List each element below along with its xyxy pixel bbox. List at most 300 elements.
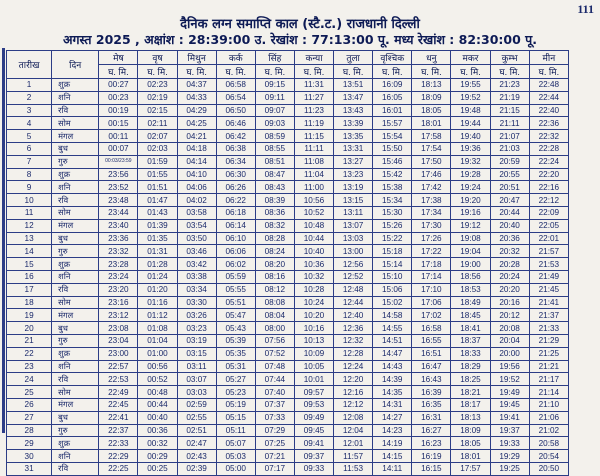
time-cell: 03:30 — [177, 296, 216, 309]
time-cell: 16:47 — [412, 360, 451, 373]
time-cell: 16:15 — [412, 462, 451, 475]
time-cell: 22:45 — [99, 398, 138, 411]
time-cell: 19:25 — [490, 462, 529, 475]
time-cell: 14:55 — [373, 322, 412, 335]
time-cell: 11:15 — [294, 130, 333, 143]
unit-header: घ. मि. — [412, 65, 451, 79]
time-cell: 22:29 — [99, 450, 138, 463]
time-cell: 21:02 — [529, 424, 568, 437]
time-cell: 14:39 — [373, 373, 412, 386]
time-cell: 12:56 — [334, 258, 373, 271]
time-cell: 21:49 — [529, 270, 568, 283]
time-cell: 04:02 — [177, 194, 216, 207]
time-cell: 06:54 — [216, 91, 255, 104]
time-cell: 19:24 — [451, 181, 490, 194]
sign-header: वृश्चिक — [373, 51, 412, 65]
time-cell: 04:25 — [177, 117, 216, 130]
time-cell: 13:51 — [334, 79, 373, 92]
date-cell: 12 — [7, 219, 52, 232]
time-cell: 03:50 — [177, 232, 216, 245]
day-cell: शनि — [52, 450, 99, 463]
unit-header: घ. मि. — [99, 65, 138, 79]
time-cell: 10:36 — [294, 258, 333, 271]
time-cell: 13:07 — [334, 219, 373, 232]
time-cell: 09:03 — [255, 117, 294, 130]
time-cell: 05:03 — [216, 450, 255, 463]
time-cell: 20:32 — [490, 245, 529, 258]
time-cell: 20:44 — [490, 206, 529, 219]
day-cell: मंगल — [52, 219, 99, 232]
table-row — [7, 194, 569, 207]
time-cell: 01:51 — [138, 181, 177, 194]
time-cell: 19:45 — [490, 398, 529, 411]
table-row — [7, 347, 569, 360]
time-cell: 23:48 — [99, 194, 138, 207]
time-cell: 23:44 — [99, 206, 138, 219]
time-cell: 20:16 — [490, 296, 529, 309]
time-cell: 01:28 — [138, 258, 177, 271]
time-cell: 20:04 — [490, 334, 529, 347]
header-row — [7, 51, 569, 65]
time-cell: 02:47 — [177, 437, 216, 450]
time-cell: 22:32 — [529, 130, 568, 143]
table-row — [7, 155, 569, 168]
time-cell: 04:10 — [177, 168, 216, 181]
time-cell: 15:50 — [373, 142, 412, 155]
table-row — [7, 360, 569, 373]
time-cell: 03:23 — [177, 322, 216, 335]
time-cell: 19:52 — [451, 91, 490, 104]
time-cell: 11:04 — [294, 168, 333, 181]
time-cell: 12:24 — [334, 360, 373, 373]
table-row — [7, 130, 569, 143]
time-cell: 04:18 — [177, 142, 216, 155]
time-cell: 05:35 — [216, 347, 255, 360]
date-cell: 17 — [7, 283, 52, 296]
time-cell: 09:33 — [294, 462, 333, 475]
time-cell: 10:48 — [294, 219, 333, 232]
time-cell: 01:04 — [138, 334, 177, 347]
time-cell: 15:26 — [373, 219, 412, 232]
time-cell: 18:13 — [451, 411, 490, 424]
time-cell: 19:04 — [451, 245, 490, 258]
date-cell: 1 — [7, 79, 52, 92]
time-cell: 22:05 — [529, 219, 568, 232]
time-cell: 17:22 — [412, 245, 451, 258]
time-cell: 15:38 — [373, 181, 412, 194]
time-cell: 08:51 — [255, 155, 294, 168]
time-cell: 10:28 — [294, 283, 333, 296]
time-cell: 05:07 — [216, 437, 255, 450]
time-cell: 06:34 — [216, 155, 255, 168]
time-cell: 22:37 — [99, 424, 138, 437]
time-cell: 16:19 — [412, 450, 451, 463]
time-cell: 05:31 — [216, 360, 255, 373]
time-cell: 10:32 — [294, 270, 333, 283]
date-cell: 29 — [7, 437, 52, 450]
time-cell: 15:54 — [373, 130, 412, 143]
time-cell: 02:55 — [177, 411, 216, 424]
time-cell: 11:11 — [294, 142, 333, 155]
date-cell: 13 — [7, 232, 52, 245]
time-cell: 17:30 — [412, 219, 451, 232]
time-cell: 06:50 — [216, 104, 255, 117]
time-cell: 14:31 — [373, 398, 412, 411]
sign-header: मीन — [529, 51, 568, 65]
time-cell: 20:08 — [490, 322, 529, 335]
time-cell: 19:08 — [451, 232, 490, 245]
time-cell: 06:22 — [216, 194, 255, 207]
time-cell: 18:01 — [451, 450, 490, 463]
day-cell: बुध — [52, 411, 99, 424]
time-cell: 15:46 — [373, 155, 412, 168]
time-cell: 22:28 — [529, 142, 568, 155]
time-cell: 15:06 — [373, 283, 412, 296]
time-cell: 17:26 — [412, 232, 451, 245]
time-cell: 00:52 — [138, 373, 177, 386]
time-cell: 17:57 — [451, 462, 490, 475]
day-cell: शुक्र — [52, 437, 99, 450]
time-cell: 20:47 — [490, 194, 529, 207]
table-row — [7, 398, 569, 411]
time-cell: 03:34 — [177, 283, 216, 296]
time-cell: 19:32 — [451, 155, 490, 168]
time-cell: 15:10 — [373, 270, 412, 283]
page-subtitle: अगस्त 2025 , अक्षांश : 28:39:00 उ. रेखांश : 77:13:00 पू. मध्य रेखांश : 82:30:00 पू. — [62, 32, 538, 47]
time-cell: 13:03 — [334, 232, 373, 245]
time-cell: 21:25 — [529, 347, 568, 360]
time-cell: 22:41 — [99, 411, 138, 424]
time-cell: 10:40 — [294, 245, 333, 258]
time-cell: 08:59 — [255, 130, 294, 143]
time-cell: 00:36 — [138, 424, 177, 437]
time-cell: 12:32 — [334, 334, 373, 347]
time-cell: 21:53 — [529, 258, 568, 271]
time-cell: 03:15 — [177, 347, 216, 360]
time-cell: 18:13 — [412, 79, 451, 92]
table-row — [7, 411, 569, 424]
time-cell: 18:45 — [451, 309, 490, 322]
time-cell: 23:00 — [99, 347, 138, 360]
time-cell: 17:02 — [412, 309, 451, 322]
table-row — [7, 322, 569, 335]
time-cell: 09:15 — [255, 79, 294, 92]
time-cell: 07:21 — [255, 450, 294, 463]
time-cell: 08:39 — [255, 194, 294, 207]
unit-header: घ. मि. — [529, 65, 568, 79]
time-cell: 23:52 — [99, 181, 138, 194]
time-cell: 13:47 — [334, 91, 373, 104]
time-cell: 00:48 — [138, 386, 177, 399]
time-cell: 05:00 — [216, 462, 255, 475]
date-cell: 7 — [7, 155, 52, 168]
time-cell: 08:55 — [255, 142, 294, 155]
time-cell: 01:59 — [138, 155, 177, 168]
time-cell: 10:16 — [294, 322, 333, 335]
time-cell: 20:20 — [490, 283, 529, 296]
date-cell: 2 — [7, 91, 52, 104]
time-cell: 21:29 — [529, 334, 568, 347]
time-cell: 06:38 — [216, 142, 255, 155]
time-cell: 01:24 — [138, 270, 177, 283]
time-cell: 01:16 — [138, 296, 177, 309]
time-cell: 17:50 — [412, 155, 451, 168]
day-cell: गुरु — [52, 424, 99, 437]
time-cell: 19:12 — [451, 219, 490, 232]
time-cell: 20:59 — [490, 155, 529, 168]
time-cell: 20:40 — [490, 219, 529, 232]
time-cell: 14:58 — [373, 309, 412, 322]
time-cell: 01:31 — [138, 245, 177, 258]
time-cell: 08:47 — [255, 168, 294, 181]
time-cell: 00:56 — [138, 360, 177, 373]
time-cell: 22:53 — [99, 373, 138, 386]
sign-header: कुम्भ — [490, 51, 529, 65]
time-cell: 00:19 — [99, 104, 138, 117]
time-cell: 03:19 — [177, 334, 216, 347]
time-cell: 05:55 — [216, 283, 255, 296]
table-row — [7, 334, 569, 347]
date-header: तारीख — [7, 51, 52, 79]
day-cell: रवि — [52, 373, 99, 386]
time-cell: 19:37 — [490, 424, 529, 437]
time-cell: 16:39 — [412, 386, 451, 399]
time-cell: 22:24 — [529, 155, 568, 168]
time-cell: 22:48 — [529, 79, 568, 92]
time-cell: 08:20 — [255, 258, 294, 271]
time-cell: 01:47 — [138, 194, 177, 207]
time-cell: 05:39 — [216, 334, 255, 347]
time-cell: 20:58 — [529, 437, 568, 450]
time-cell: 18:05 — [412, 104, 451, 117]
date-cell: 27 — [7, 411, 52, 424]
time-cell: 12:16 — [334, 386, 373, 399]
unit-header: घ. मि. — [138, 65, 177, 79]
time-cell: 10:24 — [294, 296, 333, 309]
table-row — [7, 386, 569, 399]
time-cell: 18:29 — [451, 360, 490, 373]
time-cell: 00:23 — [99, 91, 138, 104]
time-cell: 19:41 — [490, 411, 529, 424]
date-cell: 14 — [7, 245, 52, 258]
time-cell: 18:09 — [412, 91, 451, 104]
time-cell: 02:59 — [177, 398, 216, 411]
table-row — [7, 181, 569, 194]
table-row — [7, 245, 569, 258]
table-row — [7, 91, 569, 104]
time-cell: 06:14 — [216, 219, 255, 232]
time-cell: 21:15 — [490, 104, 529, 117]
date-cell: 15 — [7, 258, 52, 271]
table-row — [7, 462, 569, 475]
time-cell: 00:07 — [99, 142, 138, 155]
day-cell: शुक्र — [52, 258, 99, 271]
time-cell: 13:15 — [334, 194, 373, 207]
time-cell: 02:03 — [138, 142, 177, 155]
time-cell: 00:25 — [138, 462, 177, 475]
time-cell: 21:10 — [529, 398, 568, 411]
unit-header: घ. मि. — [177, 65, 216, 79]
time-cell: 05:11 — [216, 424, 255, 437]
time-cell: 03:26 — [177, 309, 216, 322]
time-cell: 05:47 — [216, 309, 255, 322]
sign-header: सिंह — [255, 51, 294, 65]
time-cell: 14:27 — [373, 411, 412, 424]
time-cell: 11:19 — [294, 117, 333, 130]
date-cell: 22 — [7, 347, 52, 360]
page-number: 111 — [577, 2, 594, 16]
day-cell: गुरु — [52, 245, 99, 258]
time-cell: 18:17 — [451, 398, 490, 411]
time-cell: 22:16 — [529, 181, 568, 194]
time-cell: 20:50 — [529, 462, 568, 475]
time-cell: 19:16 — [451, 206, 490, 219]
date-cell: 25 — [7, 386, 52, 399]
date-cell: 31 — [7, 462, 52, 475]
date-cell: 30 — [7, 450, 52, 463]
time-cell: 16:31 — [412, 411, 451, 424]
time-cell: 19:55 — [451, 79, 490, 92]
time-cell: 05:43 — [216, 322, 255, 335]
time-cell: 00:15 — [99, 117, 138, 130]
time-cell: 08:43 — [255, 181, 294, 194]
day-cell: शनि — [52, 360, 99, 373]
date-cell: 28 — [7, 424, 52, 437]
table-row — [7, 437, 569, 450]
time-cell: 16:01 — [373, 104, 412, 117]
time-cell: 16:55 — [412, 334, 451, 347]
time-cell: 06:42 — [216, 130, 255, 143]
sign-header: तुला — [334, 51, 373, 65]
time-cell: 16:51 — [412, 347, 451, 360]
time-cell: 15:22 — [373, 232, 412, 245]
unit-header: घ. मि. — [373, 65, 412, 79]
time-cell: 22:09 — [529, 206, 568, 219]
time-cell: 10:13 — [294, 334, 333, 347]
day-cell: बुध — [52, 232, 99, 245]
time-cell: 03:03 — [177, 386, 216, 399]
day-cell: मंगल — [52, 130, 99, 143]
table-row — [7, 219, 569, 232]
time-cell: 11:08 — [294, 155, 333, 168]
time-cell: 21:57 — [529, 245, 568, 258]
time-cell: 01:20 — [138, 283, 177, 296]
time-cell: 01:43 — [138, 206, 177, 219]
time-cell: 17:38 — [412, 194, 451, 207]
time-cell: 08:12 — [255, 283, 294, 296]
page-title: दैनिक लग्न समाप्ति काल (स्टै.ट.) राजधानी दिल्ली — [180, 17, 420, 32]
day-cell: मंगल — [52, 309, 99, 322]
time-cell: 05:51 — [216, 296, 255, 309]
time-cell: 20:00 — [490, 347, 529, 360]
time-cell: 12:44 — [334, 296, 373, 309]
time-cell: 00:03/23:59 — [99, 155, 138, 168]
unit-header: घ. मि. — [451, 65, 490, 79]
time-cell: 09:57 — [294, 386, 333, 399]
time-cell: 15:30 — [373, 206, 412, 219]
time-cell: 13:19 — [334, 181, 373, 194]
time-cell: 20:54 — [529, 450, 568, 463]
time-cell: 00:29 — [138, 450, 177, 463]
day-cell: रवि — [52, 462, 99, 475]
time-cell: 04:06 — [177, 181, 216, 194]
time-cell: 04:21 — [177, 130, 216, 143]
time-cell: 14:23 — [373, 424, 412, 437]
time-cell: 20:51 — [490, 181, 529, 194]
time-cell: 19:40 — [451, 130, 490, 143]
time-cell: 19:52 — [490, 373, 529, 386]
time-cell: 03:11 — [177, 360, 216, 373]
time-cell: 17:14 — [412, 270, 451, 283]
table-row — [7, 450, 569, 463]
time-cell: 16:05 — [373, 91, 412, 104]
time-cell: 11:31 — [294, 79, 333, 92]
time-cell: 13:00 — [334, 245, 373, 258]
day-cell: रवि — [52, 194, 99, 207]
time-cell: 22:12 — [529, 194, 568, 207]
unit-header: घ. मि. — [216, 65, 255, 79]
date-cell: 16 — [7, 270, 52, 283]
time-cell: 16:43 — [412, 373, 451, 386]
time-cell: 09:07 — [255, 104, 294, 117]
date-cell: 10 — [7, 194, 52, 207]
day-cell: शनि — [52, 181, 99, 194]
time-cell: 13:31 — [334, 142, 373, 155]
time-cell: 23:08 — [99, 322, 138, 335]
sign-header: मेष — [99, 51, 138, 65]
date-cell: 24 — [7, 373, 52, 386]
day-cell: सोम — [52, 386, 99, 399]
time-cell: 19:29 — [490, 450, 529, 463]
time-cell: 06:30 — [216, 168, 255, 181]
time-cell: 22:57 — [99, 360, 138, 373]
time-cell: 06:10 — [216, 232, 255, 245]
table-row — [7, 79, 569, 92]
time-cell: 17:46 — [412, 168, 451, 181]
date-cell: 20 — [7, 322, 52, 335]
time-cell: 06:02 — [216, 258, 255, 271]
date-cell: 23 — [7, 360, 52, 373]
time-cell: 17:42 — [412, 181, 451, 194]
time-cell: 18:49 — [451, 296, 490, 309]
time-cell: 06:46 — [216, 117, 255, 130]
day-cell: सोम — [52, 206, 99, 219]
time-cell: 23:16 — [99, 296, 138, 309]
time-cell: 01:39 — [138, 219, 177, 232]
date-cell: 8 — [7, 168, 52, 181]
time-cell: 15:34 — [373, 194, 412, 207]
day-cell: शुक्र — [52, 168, 99, 181]
time-cell: 07:29 — [255, 424, 294, 437]
time-cell: 07:56 — [255, 334, 294, 347]
time-cell: 22:25 — [99, 462, 138, 475]
table-row — [7, 206, 569, 219]
time-cell: 22:33 — [99, 437, 138, 450]
time-cell: 14:47 — [373, 347, 412, 360]
sign-header: कर्क — [216, 51, 255, 65]
time-cell: 19:44 — [451, 117, 490, 130]
day-header: दिन — [52, 51, 99, 79]
time-cell: 08:28 — [255, 232, 294, 245]
time-cell: 04:29 — [177, 104, 216, 117]
time-cell: 05:23 — [216, 386, 255, 399]
time-cell: 20:36 — [490, 232, 529, 245]
time-cell: 22:20 — [529, 168, 568, 181]
lagna-table — [6, 50, 569, 476]
time-cell: 03:54 — [177, 219, 216, 232]
time-cell: 03:46 — [177, 245, 216, 258]
time-cell: 07:37 — [255, 398, 294, 411]
